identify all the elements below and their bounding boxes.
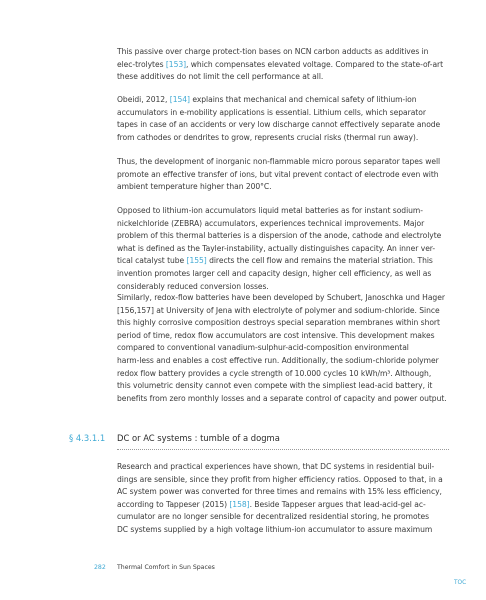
text-line: tapes in case of an accidents or very low discharge cannot effectively separate anode	[117, 120, 441, 130]
paragraph-dc-systems	[117, 461, 449, 537]
text-line: period of time, redox flow accumulators are cost intensive. This development makes	[117, 330, 435, 340]
text-line: considerably reduced conversion losses.	[117, 281, 269, 291]
text-line: these additives do not limit the cell performance at all.	[117, 72, 324, 82]
toc-link[interactable]: TOC	[454, 580, 467, 586]
text-line: dings are sensible, since they profit from higher efficiency ratios. Opposed to that, in a	[117, 474, 443, 484]
text-line: Thus, the development of inorganic non-flammable micro porous separator tapes well	[117, 157, 441, 166]
page-number: 282	[94, 564, 106, 571]
text-line: Obeidi, 2012, [154] explains that mechanical and chemical safety of lithium-ion	[117, 95, 417, 104]
text-line: Similarly, redox-flow batteries have been developed by Schubert, Janoschka und Hager	[117, 293, 445, 302]
text-line: problem of this thermal batteries is a dispersion of the anode, cathode and electrolyte	[117, 231, 442, 241]
text-line: cumulator are no longer sensible for decentralized residential storing, he promotes	[117, 512, 430, 522]
citation-link[interactable]: [155]	[186, 256, 207, 266]
citation-link[interactable]: [154]	[169, 95, 190, 104]
paragraph-separator-tapes	[117, 156, 449, 194]
text-line: according to Tappeser (2015) [158]. Beside Tappeser argues that lead-acid-gel ac-	[117, 499, 426, 509]
citation-link[interactable]: [158]	[229, 499, 250, 509]
section-divider	[117, 449, 449, 450]
text-line: [156,157] at University of Jena with electrolyte of polymer and sodium-chloride. Since	[117, 305, 440, 315]
text-line: this highly corrosive composition destroys special separation membranes within short	[117, 318, 440, 328]
text-line: AC system power was converted for three times and remains with 15% less efficiency,	[117, 487, 442, 497]
text-line: this volumetric density cannot even compete with the simpliest lead-acid battery, it	[117, 381, 433, 391]
paragraph-obeidi-safety	[117, 94, 449, 144]
text-line: accumulators in e-mobility applications is essential. Lithium cells, which separator	[117, 107, 426, 117]
text-line: Opposed to lithium-ion accumulators liquid metal batteries as for instant sodium-	[117, 206, 423, 215]
text-line: harm-less and enables a cost effective run. Additionally, the sodium-chloride polymer	[117, 355, 439, 365]
section-heading: DC or AC systems : tumble of a dogma	[117, 433, 280, 443]
paragraph-redox-flow-batteries	[117, 292, 449, 405]
text-line: tical catalyst tube [155] directs the cell flow and remains the material striation. This	[117, 256, 433, 266]
text-line: Research and practical experiences have shown, that DC systems in residential buil-	[117, 462, 435, 471]
paragraph-liquid-metal-batteries	[117, 205, 449, 293]
text-line: This passive over charge protect-tion bases on NCN carbon adducts as additives in	[117, 47, 429, 56]
text-line: ambient temperature higher than 200°C.	[117, 182, 272, 192]
paragraph-overcharge-protection	[117, 46, 449, 84]
citation-link[interactable]: [153]	[165, 59, 187, 69]
text-line: promote an effective transfer of ions, but vital prevent contact of electrode even with	[117, 169, 439, 179]
running-title: Thermal Comfort in Sun Spaces	[117, 564, 215, 571]
text-line: from cathodes or dendrites to grow, represents crucial risks (thermal run away).	[117, 132, 419, 142]
text-line: DC systems supplied by a high voltage lithium-ion accumulator to assure maximum	[117, 524, 433, 534]
text-line: nickelchloride (ZEBRA) accumulators, experiences technical improvements. Major	[117, 218, 425, 228]
section-number: § 4.3.1.1	[69, 433, 106, 443]
text-line: invention promotes larger cell and capacity design, higher cell efficiency, as well as	[117, 268, 432, 278]
text-line: elec-trolytes [153], which compensates elevated voltage. Compared to the state-of-art	[117, 59, 444, 69]
text-line: redox flow battery provides a cycle strength of 10.000 cycles 10 kWh/m³. Although,	[117, 368, 432, 378]
text-line: compared to conventional vanadium-sulphur-acid-composition environmental	[117, 343, 409, 353]
text-line: benefits from zero monthly losses and a separate control of capacity and power output.	[117, 393, 447, 403]
text-line: what is defined as the Tayler-instability, actually distinguishes capacity. An inner ver-	[117, 243, 436, 253]
